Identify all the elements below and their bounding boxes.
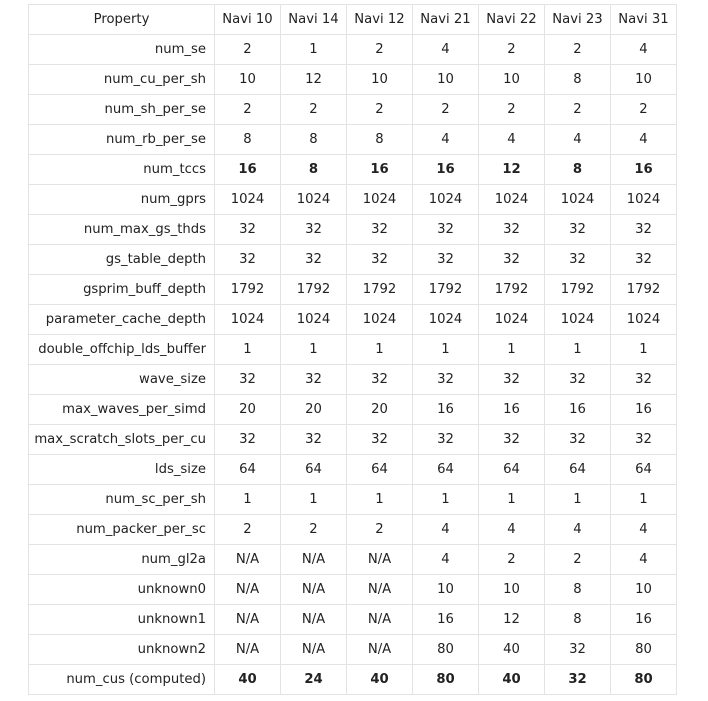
value-cell: 32 [479, 425, 545, 455]
value-cell: 2 [281, 95, 347, 125]
table-row [29, 155, 677, 185]
value-cell: 32 [611, 245, 677, 275]
value-cell: 1 [545, 485, 611, 515]
table-row [29, 65, 677, 95]
value-cell: 1 [281, 335, 347, 365]
property-name-cell: wave_size [29, 365, 215, 395]
value-cell: 32 [611, 215, 677, 245]
value-cell: 1024 [545, 305, 611, 335]
value-cell: 80 [611, 635, 677, 665]
value-cell: 32 [413, 425, 479, 455]
table-row [29, 545, 677, 575]
property-name-cell: gs_table_depth [29, 245, 215, 275]
property-name-cell: unknown1 [29, 605, 215, 635]
value-cell: 1 [611, 485, 677, 515]
value-cell: 1 [347, 335, 413, 365]
value-cell: 40 [479, 635, 545, 665]
value-cell: 32 [215, 365, 281, 395]
value-cell: 4 [413, 125, 479, 155]
value-cell: 1024 [347, 305, 413, 335]
property-name-cell: gsprim_buff_depth [29, 275, 215, 305]
value-cell: 32 [545, 635, 611, 665]
value-cell: N/A [281, 605, 347, 635]
value-cell: 32 [545, 365, 611, 395]
value-cell: 80 [413, 635, 479, 665]
value-cell: 32 [347, 425, 413, 455]
value-cell: 16 [413, 605, 479, 635]
value-cell: 8 [281, 155, 347, 185]
value-cell: N/A [281, 545, 347, 575]
value-cell: N/A [347, 575, 413, 605]
value-cell: 12 [479, 155, 545, 185]
value-cell: 64 [215, 455, 281, 485]
gpu-properties-table [28, 4, 677, 695]
value-cell: 40 [347, 665, 413, 695]
value-cell: 2 [479, 35, 545, 65]
value-cell: 1 [545, 335, 611, 365]
property-name-cell: num_sc_per_sh [29, 485, 215, 515]
property-name-cell: num_max_gs_thds [29, 215, 215, 245]
value-cell: 32 [281, 365, 347, 395]
value-cell: 1 [479, 335, 545, 365]
value-cell: 16 [347, 155, 413, 185]
value-cell: 8 [545, 575, 611, 605]
value-cell: 1024 [611, 305, 677, 335]
value-cell: 1 [215, 335, 281, 365]
value-cell: 32 [611, 425, 677, 455]
value-cell: 32 [479, 215, 545, 245]
value-cell: 8 [545, 65, 611, 95]
value-cell: 2 [347, 95, 413, 125]
value-cell: 10 [611, 575, 677, 605]
property-name-cell: unknown0 [29, 575, 215, 605]
value-cell: 10 [479, 65, 545, 95]
table-row [29, 635, 677, 665]
column-header: Navi 14 [281, 5, 347, 35]
value-cell: 64 [281, 455, 347, 485]
properties-table-container [28, 4, 677, 695]
property-name-cell: double_offchip_lds_buffer [29, 335, 215, 365]
value-cell: 32 [545, 215, 611, 245]
value-cell: 64 [611, 455, 677, 485]
value-cell: 4 [479, 125, 545, 155]
value-cell: N/A [281, 575, 347, 605]
value-cell: N/A [347, 545, 413, 575]
table-row [29, 215, 677, 245]
property-name-cell: lds_size [29, 455, 215, 485]
value-cell: N/A [215, 635, 281, 665]
table-row [29, 395, 677, 425]
value-cell: 1792 [215, 275, 281, 305]
value-cell: 4 [413, 35, 479, 65]
value-cell: 12 [281, 65, 347, 95]
value-cell: 32 [545, 665, 611, 695]
value-cell: 1024 [281, 185, 347, 215]
value-cell: 12 [479, 605, 545, 635]
value-cell: 32 [347, 215, 413, 245]
value-cell: 1 [413, 335, 479, 365]
value-cell: 2 [347, 35, 413, 65]
value-cell: 16 [611, 155, 677, 185]
value-cell: 2 [215, 35, 281, 65]
value-cell: 32 [545, 425, 611, 455]
property-name-cell: num_gprs [29, 185, 215, 215]
value-cell: 1 [347, 485, 413, 515]
value-cell: 2 [479, 545, 545, 575]
value-cell: 1024 [413, 185, 479, 215]
value-cell: 16 [413, 155, 479, 185]
value-cell: 16 [413, 395, 479, 425]
value-cell: 32 [413, 215, 479, 245]
value-cell: 32 [215, 215, 281, 245]
table-row [29, 425, 677, 455]
value-cell: 2 [215, 515, 281, 545]
value-cell: 16 [215, 155, 281, 185]
column-header: Navi 10 [215, 5, 281, 35]
value-cell: 8 [281, 125, 347, 155]
value-cell: N/A [215, 605, 281, 635]
value-cell: 32 [215, 425, 281, 455]
property-name-cell: num_tccs [29, 155, 215, 185]
value-cell: 2 [545, 545, 611, 575]
property-name-cell: num_packer_per_sc [29, 515, 215, 545]
value-cell: 4 [611, 515, 677, 545]
value-cell: 4 [611, 125, 677, 155]
value-cell: 1 [281, 485, 347, 515]
value-cell: 1024 [479, 305, 545, 335]
table-row [29, 365, 677, 395]
value-cell: 32 [413, 365, 479, 395]
value-cell: 32 [281, 425, 347, 455]
value-cell: 64 [545, 455, 611, 485]
value-cell: 2 [479, 95, 545, 125]
value-cell: 20 [347, 395, 413, 425]
value-cell: 32 [347, 365, 413, 395]
value-cell: 1792 [611, 275, 677, 305]
property-name-cell: num_sh_per_se [29, 95, 215, 125]
value-cell: 32 [479, 245, 545, 275]
value-cell: 64 [347, 455, 413, 485]
value-cell: 4 [479, 515, 545, 545]
value-cell: 4 [611, 35, 677, 65]
value-cell: 10 [611, 65, 677, 95]
table-row [29, 455, 677, 485]
value-cell: 64 [479, 455, 545, 485]
value-cell: 32 [611, 365, 677, 395]
value-cell: 2 [347, 515, 413, 545]
value-cell: 1024 [347, 185, 413, 215]
value-cell: 20 [281, 395, 347, 425]
property-name-cell: num_cu_per_sh [29, 65, 215, 95]
value-cell: N/A [281, 635, 347, 665]
value-cell: 32 [479, 365, 545, 395]
table-row [29, 35, 677, 65]
table-header-row [29, 5, 677, 35]
column-header-property: Property [29, 5, 215, 35]
value-cell: 8 [347, 125, 413, 155]
table-row [29, 245, 677, 275]
value-cell: 4 [413, 515, 479, 545]
column-header: Navi 12 [347, 5, 413, 35]
value-cell: 32 [347, 245, 413, 275]
value-cell: N/A [347, 605, 413, 635]
property-name-cell: num_cus (computed) [29, 665, 215, 695]
property-name-cell: max_waves_per_simd [29, 395, 215, 425]
value-cell: 10 [413, 575, 479, 605]
value-cell: 80 [413, 665, 479, 695]
column-header: Navi 31 [611, 5, 677, 35]
column-header: Navi 23 [545, 5, 611, 35]
value-cell: 10 [215, 65, 281, 95]
value-cell: 2 [545, 95, 611, 125]
value-cell: 1 [215, 485, 281, 515]
value-cell: 1792 [281, 275, 347, 305]
value-cell: 1024 [413, 305, 479, 335]
value-cell: 8 [545, 605, 611, 635]
value-cell: 1024 [545, 185, 611, 215]
value-cell: 32 [281, 215, 347, 245]
property-name-cell: num_rb_per_se [29, 125, 215, 155]
column-header: Navi 21 [413, 5, 479, 35]
property-name-cell: max_scratch_slots_per_cu [29, 425, 215, 455]
value-cell: 1 [611, 335, 677, 365]
value-cell: 32 [215, 245, 281, 275]
value-cell: 10 [479, 575, 545, 605]
value-cell: 1792 [347, 275, 413, 305]
value-cell: 4 [545, 515, 611, 545]
value-cell: 2 [545, 35, 611, 65]
value-cell: 1024 [479, 185, 545, 215]
table-row [29, 605, 677, 635]
value-cell: 16 [611, 605, 677, 635]
column-header: Navi 22 [479, 5, 545, 35]
value-cell: 1792 [413, 275, 479, 305]
value-cell: 32 [545, 245, 611, 275]
value-cell: 40 [215, 665, 281, 695]
value-cell: 80 [611, 665, 677, 695]
table-row [29, 575, 677, 605]
value-cell: 2 [611, 95, 677, 125]
value-cell: 1792 [545, 275, 611, 305]
value-cell: 1 [413, 485, 479, 515]
value-cell: 10 [347, 65, 413, 95]
value-cell: N/A [215, 575, 281, 605]
value-cell: 1 [281, 35, 347, 65]
value-cell: 2 [215, 95, 281, 125]
property-name-cell: parameter_cache_depth [29, 305, 215, 335]
value-cell: 16 [479, 395, 545, 425]
value-cell: 8 [545, 155, 611, 185]
value-cell: 1024 [281, 305, 347, 335]
value-cell: 8 [215, 125, 281, 155]
table-row [29, 275, 677, 305]
value-cell: 2 [281, 515, 347, 545]
value-cell: 1024 [611, 185, 677, 215]
table-row [29, 185, 677, 215]
table-row [29, 95, 677, 125]
value-cell: 10 [413, 65, 479, 95]
table-row [29, 125, 677, 155]
property-name-cell: unknown2 [29, 635, 215, 665]
value-cell: 24 [281, 665, 347, 695]
value-cell: 1024 [215, 305, 281, 335]
table-row [29, 485, 677, 515]
table-row [29, 515, 677, 545]
value-cell: 16 [611, 395, 677, 425]
value-cell: 32 [413, 245, 479, 275]
value-cell: 64 [413, 455, 479, 485]
value-cell: 1024 [215, 185, 281, 215]
value-cell: 40 [479, 665, 545, 695]
value-cell: 4 [545, 125, 611, 155]
value-cell: 4 [413, 545, 479, 575]
value-cell: 16 [545, 395, 611, 425]
value-cell: 1792 [479, 275, 545, 305]
value-cell: 2 [413, 95, 479, 125]
value-cell: N/A [347, 635, 413, 665]
value-cell: 1 [479, 485, 545, 515]
value-cell: 32 [281, 245, 347, 275]
property-name-cell: num_gl2a [29, 545, 215, 575]
table-row [29, 335, 677, 365]
property-name-cell: num_se [29, 35, 215, 65]
table-row [29, 305, 677, 335]
table-row [29, 665, 677, 695]
value-cell: N/A [215, 545, 281, 575]
value-cell: 20 [215, 395, 281, 425]
value-cell: 4 [611, 545, 677, 575]
